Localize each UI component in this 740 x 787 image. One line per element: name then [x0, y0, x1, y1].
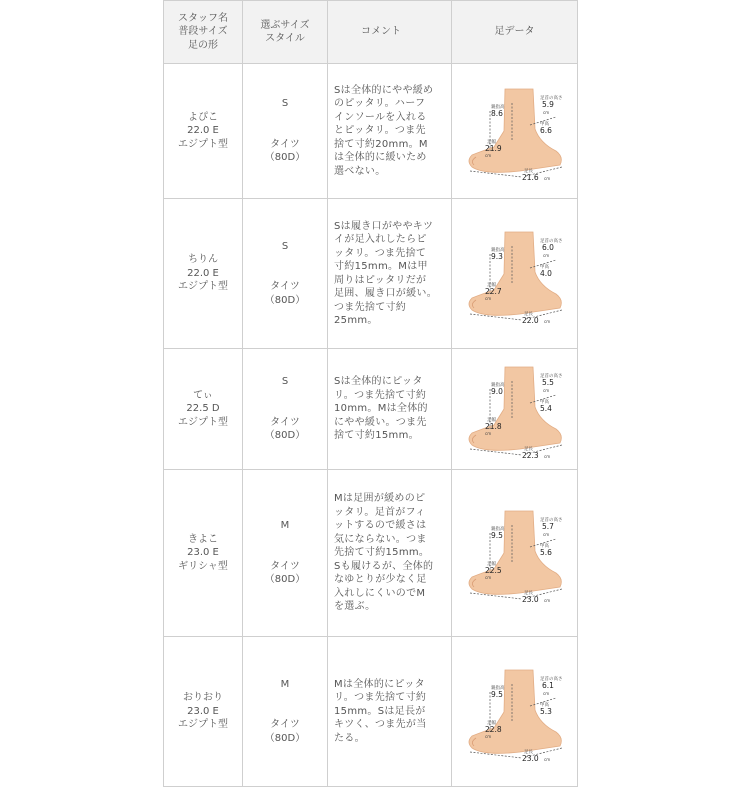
- length-value: 23.0: [521, 753, 539, 762]
- length-unit: cm: [543, 598, 550, 603]
- ankle-unit: cm: [542, 388, 549, 393]
- comment-line: Mは足囲が緩めのピ: [334, 493, 426, 505]
- style-line: （80D）: [264, 152, 306, 164]
- staff-line: ちりん: [188, 254, 218, 266]
- length-label: 足長: [523, 447, 533, 452]
- chosen-size: M: [280, 678, 290, 690]
- staff-line: エジプト型: [178, 138, 228, 150]
- spacer: [243, 253, 327, 280]
- comment-line: にやや緩い。つま先: [334, 416, 427, 428]
- width-unit: cm: [484, 575, 491, 580]
- comment-lines: [334, 375, 447, 443]
- style-lines: [243, 138, 327, 165]
- foot-diagram: [460, 224, 570, 324]
- instep-value: 5.3: [539, 706, 552, 716]
- style-lines: [243, 718, 327, 745]
- toe-height-value: 8.6: [490, 109, 503, 118]
- foot-diagram: [460, 359, 570, 459]
- staff-line: 23.0 E: [187, 705, 219, 717]
- comment-line: 足囲、履き口が緩い。: [334, 288, 437, 299]
- length-unit: cm: [543, 318, 550, 324]
- staff-line: 22.0 E: [187, 267, 219, 279]
- ankle-unit: cm: [542, 690, 549, 696]
- comment-line: 選べない。: [334, 165, 386, 177]
- comment-cell: [328, 64, 452, 199]
- toe-height-label: 親指高: [490, 247, 504, 253]
- comment-line: Mは全体的にピッタ: [334, 678, 425, 690]
- toe-height-value: 9.5: [490, 531, 503, 540]
- ankle-unit: cm: [542, 252, 549, 258]
- comment-line: 25mm。: [334, 315, 378, 326]
- length-label: 足長: [523, 311, 533, 317]
- length-unit: cm: [543, 756, 550, 762]
- toe-height-label: 親指高: [490, 685, 504, 691]
- length-value: 22.3: [521, 451, 539, 459]
- width-unit: cm: [484, 733, 491, 739]
- staff-cell: [164, 470, 243, 637]
- comment-line: つま先捨て寸約: [334, 301, 407, 313]
- width-unit: cm: [484, 153, 491, 158]
- staff-line: てぃ: [193, 389, 213, 401]
- width-label: 足幅: [486, 720, 496, 726]
- comment-line: 周りはピッタリだが: [334, 274, 427, 286]
- chosen-size: S: [281, 376, 289, 388]
- comment-line: を選ぶ。: [334, 601, 376, 613]
- style-lines: [243, 280, 327, 307]
- toe-height-label: 親指高: [490, 105, 504, 110]
- length-label: 足長: [523, 749, 533, 755]
- style-lines: [243, 416, 327, 443]
- comment-line: たる。: [334, 732, 365, 744]
- staff-line: ギリシャ型: [178, 560, 228, 572]
- length-value: 22.0: [521, 315, 539, 324]
- size-cell: [243, 470, 328, 637]
- header-row: [164, 1, 578, 64]
- staff-line: 22.0 E: [187, 125, 219, 137]
- header-foot-data: 足データ: [452, 1, 578, 64]
- toe-height-label: 親指高: [490, 383, 504, 388]
- comment-line: 10mm。Mは全体的: [334, 403, 428, 415]
- staff-line: きよこ: [188, 533, 218, 545]
- staff-lines: [164, 111, 242, 152]
- staff-cell: [164, 64, 243, 199]
- comment-line: インソールを入れる: [334, 111, 427, 123]
- foot-data-cell: [452, 64, 578, 199]
- ankle-height-value: 6.1: [541, 680, 554, 690]
- staff-lines: [164, 389, 242, 430]
- toe-height-value: 9.5: [490, 689, 503, 699]
- width-value: 21.9: [484, 144, 502, 153]
- comment-line: 捨て寸約20mm。M: [334, 138, 428, 150]
- spacer: [243, 533, 327, 560]
- staff-cell: [164, 349, 243, 470]
- table-row: [164, 470, 578, 637]
- comment-cell: [328, 199, 452, 349]
- header-staff-name: スタッフ名: [178, 12, 228, 24]
- size-comparison-table: [163, 0, 578, 787]
- chosen-size: S: [281, 240, 289, 252]
- header-comment: コメント: [328, 1, 452, 64]
- ankle-height-value: 5.5: [541, 378, 554, 387]
- comment-line: ットするので緩さは: [334, 520, 427, 532]
- length-unit: cm: [543, 176, 550, 181]
- toe-height-value: 9.0: [490, 387, 503, 396]
- toe-height-label: 親指高: [490, 527, 504, 532]
- chosen-size: M: [280, 520, 290, 532]
- foot-data-cell: [452, 470, 578, 637]
- ankle-height-value: 5.7: [541, 522, 554, 531]
- table-row: [164, 349, 578, 470]
- spacer: [243, 111, 327, 138]
- comment-line: は全体的に緩いため: [334, 152, 427, 164]
- comment-line: イが足入れしたらピ: [334, 234, 427, 245]
- table-row: [164, 637, 578, 787]
- width-unit: cm: [484, 295, 491, 301]
- comment-lines: [334, 492, 447, 614]
- foot-data-cell: [452, 349, 578, 470]
- foot-data-cell: [452, 199, 578, 349]
- width-label: 足幅: [486, 418, 496, 423]
- instep-value: 4.0: [539, 268, 552, 278]
- instep-label: 甲高: [539, 264, 549, 270]
- staff-cell: [164, 637, 243, 787]
- width-label: 足幅: [486, 562, 496, 567]
- staff-lines: [164, 691, 242, 732]
- ankle-height-label: 足首の高さ: [539, 518, 562, 523]
- header-usual-size: 普段サイズ: [178, 26, 228, 38]
- instep-label: 甲高: [539, 702, 549, 708]
- comment-lines: [334, 84, 447, 179]
- comment-line: リ。つま先捨て寸約: [334, 389, 427, 401]
- width-value: 22.8: [484, 724, 502, 734]
- instep-value: 5.4: [539, 404, 552, 413]
- comment-line: リ。つま先捨て寸約: [334, 692, 427, 704]
- ankle-height-label: 足首の高さ: [539, 676, 562, 682]
- comment-line: ッタリ。足首がフィ: [334, 506, 426, 518]
- comment-line: 入れしにくいのでM: [334, 587, 426, 599]
- width-value: 22.7: [484, 286, 502, 296]
- foot-diagram: [460, 662, 570, 762]
- header-style: スタイル: [265, 33, 305, 44]
- header-size: [243, 1, 328, 64]
- style-line: タイツ: [270, 138, 300, 150]
- toe-height-value: 9.3: [490, 251, 503, 261]
- staff-cell: [164, 199, 243, 349]
- instep-label: 甲高: [539, 544, 549, 549]
- comment-line: Sは全体的にピッタ: [334, 376, 423, 388]
- comment-cell: [328, 637, 452, 787]
- ankle-height-label: 足首の高さ: [539, 96, 562, 101]
- style-line: タイツ: [270, 719, 300, 731]
- header-staff: [164, 1, 243, 64]
- spacer: [243, 691, 327, 718]
- instep-value: 6.6: [539, 126, 552, 135]
- spacer: [243, 389, 327, 416]
- width-unit: cm: [484, 431, 491, 436]
- staff-line: よぴこ: [188, 111, 218, 123]
- comment-line: のピッタリ。ハーフ: [334, 98, 426, 110]
- style-line: タイツ: [270, 281, 300, 293]
- ankle-unit: cm: [542, 110, 549, 115]
- ankle-height-label: 足首の高さ: [539, 238, 562, 244]
- comment-line: 気にならない。つま: [334, 533, 427, 545]
- comment-line: 捨て寸約15mm。: [334, 430, 419, 442]
- width-value: 22.5: [484, 566, 502, 575]
- comment-line: Sは履き口がややキツ: [334, 220, 434, 232]
- size-table-wrapper: [163, 0, 577, 762]
- instep-value: 5.6: [539, 548, 552, 557]
- ankle-height-value: 6.0: [541, 242, 554, 252]
- comment-lines: [334, 678, 447, 746]
- comment-line: Sは全体的にやや緩め: [334, 84, 434, 96]
- width-label: 足幅: [486, 282, 496, 288]
- length-value: 21.6: [521, 173, 539, 181]
- chosen-size: S: [281, 98, 289, 110]
- staff-line: エジプト型: [178, 719, 228, 731]
- comment-line: なゆとりが少なく足: [334, 574, 427, 586]
- size-cell: [243, 637, 328, 787]
- staff-lines: [164, 533, 242, 574]
- style-line: （80D）: [264, 574, 306, 586]
- staff-lines: [164, 253, 242, 294]
- ankle-unit: cm: [542, 532, 549, 537]
- length-unit: cm: [543, 454, 550, 459]
- style-line: （80D）: [264, 732, 306, 744]
- comment-line: とピッタリ。つま先: [334, 125, 426, 137]
- size-cell: [243, 199, 328, 349]
- instep-label: 甲高: [539, 122, 549, 127]
- comment-line: 15mm。Sは足長が: [334, 705, 426, 717]
- size-cell: [243, 349, 328, 470]
- comment-line: ッタリ。つま先捨て: [334, 247, 427, 259]
- comment-line: 先捨て寸約15mm。: [334, 547, 430, 559]
- length-label: 足長: [523, 169, 533, 174]
- foot-data-cell: [452, 637, 578, 787]
- comment-line: キツく、つま先が当: [334, 719, 427, 731]
- comment-line: 寸約15mm。Mは甲: [334, 261, 428, 272]
- style-line: （80D）: [264, 294, 306, 306]
- size-cell: [243, 64, 328, 199]
- staff-line: エジプト型: [178, 416, 228, 428]
- comment-line: Sも履けるが、全体的: [334, 560, 434, 572]
- style-lines: [243, 560, 327, 587]
- length-value: 23.0: [521, 595, 539, 603]
- staff-line: おりおり: [183, 692, 223, 704]
- length-label: 足長: [523, 591, 533, 596]
- foot-diagram: [460, 81, 570, 181]
- style-line: タイツ: [270, 560, 300, 572]
- width-value: 21.8: [484, 422, 502, 431]
- table-row: [164, 64, 578, 199]
- comment-lines: [334, 220, 447, 328]
- ankle-height-label: 足首の高さ: [539, 374, 562, 379]
- comment-cell: [328, 470, 452, 637]
- width-label: 足幅: [486, 140, 496, 145]
- staff-line: 22.5 D: [186, 403, 220, 415]
- header-foot-shape: 足の形: [188, 39, 218, 51]
- staff-line: 23.0 E: [187, 547, 219, 559]
- header-chosen-size: 選ぶサイズ: [260, 19, 310, 31]
- foot-diagram: [460, 503, 570, 603]
- style-line: タイツ: [270, 416, 300, 428]
- style-line: （80D）: [264, 430, 306, 442]
- staff-line: エジプト型: [178, 281, 228, 293]
- ankle-height-value: 5.9: [541, 100, 554, 109]
- instep-label: 甲高: [539, 400, 549, 405]
- comment-cell: [328, 349, 452, 470]
- table-row: [164, 199, 578, 349]
